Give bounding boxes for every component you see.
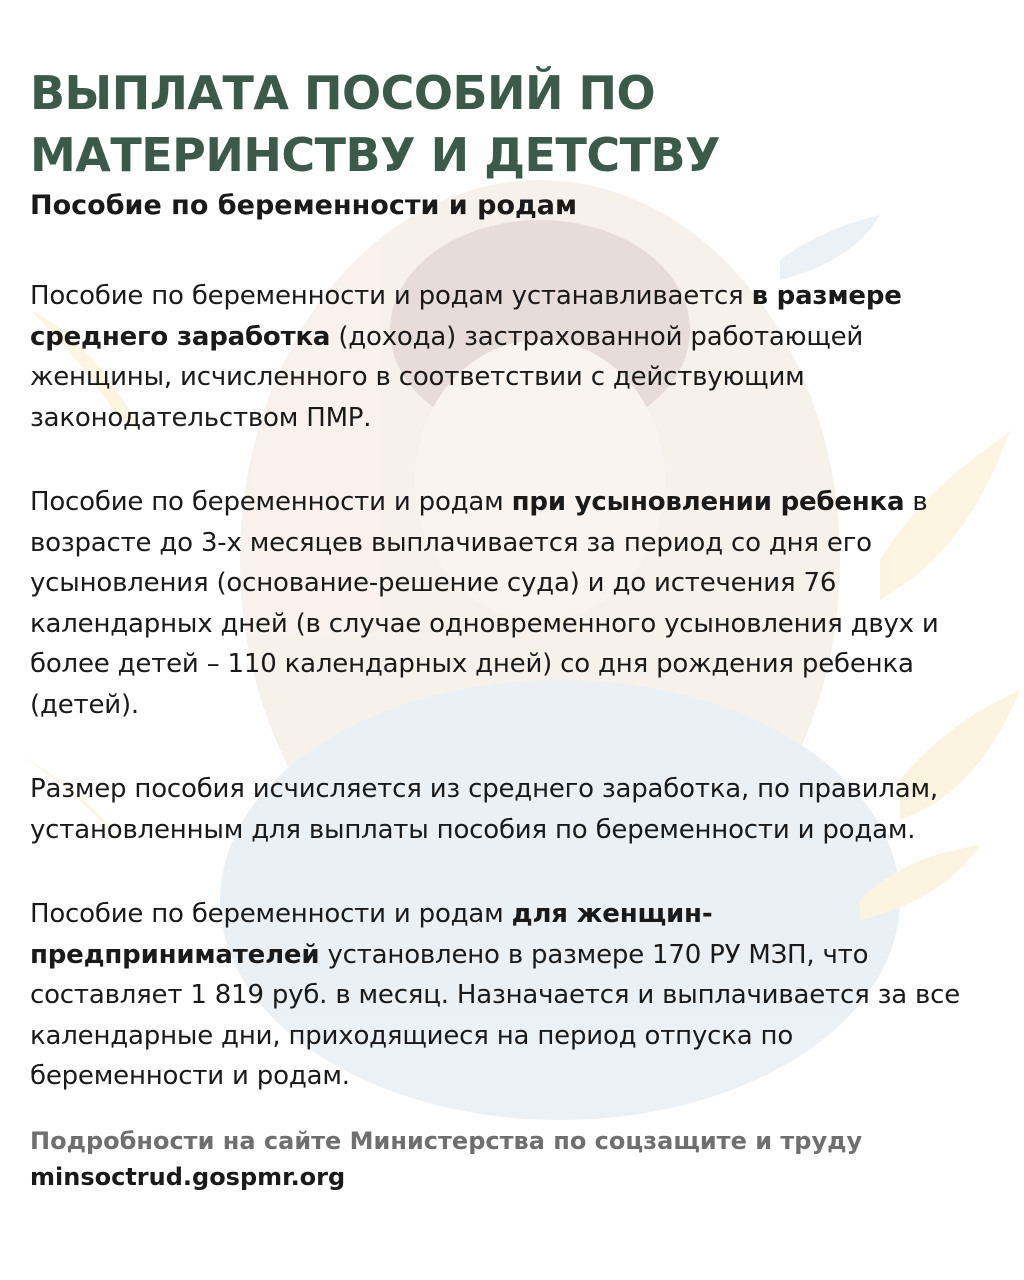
paragraph-text: установлено в размере 170 РУ МЗП, что составляет 1 819 руб. в месяц. Назначается и выплачивается за все календарные дни, приходящиеся на период отпуска по беременности и родам.: [30, 939, 961, 1091]
footer-note: Подробности на сайте Министерства по соцзащите и труду: [30, 1126, 863, 1155]
footer-website-link[interactable]: minsoctrud.gospmr.org: [30, 1162, 346, 1191]
paragraph-benefit-size: [30, 769, 990, 850]
page-title-line1: ВЫПЛАТА ПОСОБИЙ ПО: [30, 66, 656, 120]
paragraph-text: Размер пособия исчисляется из среднего заработка, по правилам, установленным для выплаты пособия по беременности и родам.: [30, 774, 938, 845]
main-content: [30, 62, 990, 1195]
paragraph-bold-text: при усыновлении ребенка: [511, 487, 905, 517]
paragraph-bold-text: для женщин-предпринимателей: [30, 899, 713, 970]
paragraph-text: (дохода) застрахованной работающей женщины, исчисленного в соответствии с действующим законодательством ПМР.: [30, 321, 864, 433]
paragraph-text: Пособие по беременности и родам: [30, 487, 512, 517]
page-title: [30, 62, 990, 186]
paragraph-text: Пособие по беременности и родам устанавливается: [30, 281, 752, 311]
paragraph-entrepreneurs: [30, 894, 990, 1097]
page-title-line2: МАТЕРИНСТВУ И ДЕТСТВУ: [30, 128, 721, 182]
paragraph-adoption: [30, 482, 990, 725]
page-subtitle: Пособие по беременности и родам: [30, 190, 578, 221]
paragraph-text: Пособие по беременности и родам: [30, 899, 512, 929]
paragraph-average-earnings: [30, 276, 990, 438]
paragraph-bold-text: в размере среднего заработка: [30, 281, 902, 352]
paragraph-text: в возрасте до 3-х месяцев выплачивается за период со дня его усыновления (основание-решение суда) и до истечения 76 календарных дней (в случае одновременного усыновления двух и более детей – 110 календарных дней) со дня рождения ребенка (детей).: [30, 487, 939, 720]
